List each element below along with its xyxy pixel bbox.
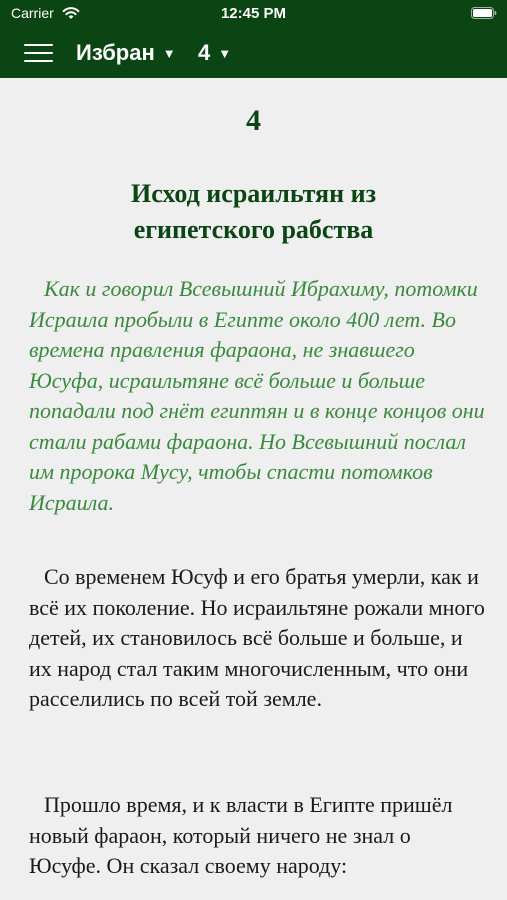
reading-content[interactable] (0, 78, 507, 900)
hamburger-menu-icon[interactable] (24, 41, 54, 65)
chapter-intro: Как и говорил Всевышний Ибрахиму, потомки Исраила пробыли в Египте около 400 лет. Во времена правления фараона, не знавшего Юсуфа, исраильтяне всё больше и больше попадали под гнёт египтян и в конце концов они стали рабами фараона. Но Всевышний послал им пророка Мусу, чтобы спасти потомков Исраила. (29, 276, 485, 515)
battery-icon (471, 7, 497, 19)
caret-down-icon: ▼ (218, 46, 232, 61)
caret-down-icon: ▼ (162, 46, 176, 61)
paragraph: Прошло время, и к власти в Египте пришёл новый фараон, который ничего не знал о Юсуфе. Он сказал своему народу: (29, 792, 453, 878)
chapter-selector-label: 4 (198, 40, 211, 65)
carrier-label: Carrier (11, 5, 54, 21)
status-bar (0, 0, 507, 28)
paragraph: Со временем Юсуф и его братья умерли, как и всё их поколение. Но исраильтяне рожали много детей, их становилось всё больше и больше, и их народ стал таким многочисленным, что они расселились по всей той земле. (29, 564, 485, 711)
chapter-number: 4 (246, 104, 261, 137)
book-selector[interactable] (76, 38, 176, 68)
status-time: 12:45 PM (220, 5, 287, 22)
chapter-selector[interactable] (198, 38, 231, 68)
navigation-bar (0, 28, 507, 78)
section-title: Исход исраильтян из египетского рабства (130, 179, 377, 244)
book-selector-label: Избран (76, 40, 155, 65)
